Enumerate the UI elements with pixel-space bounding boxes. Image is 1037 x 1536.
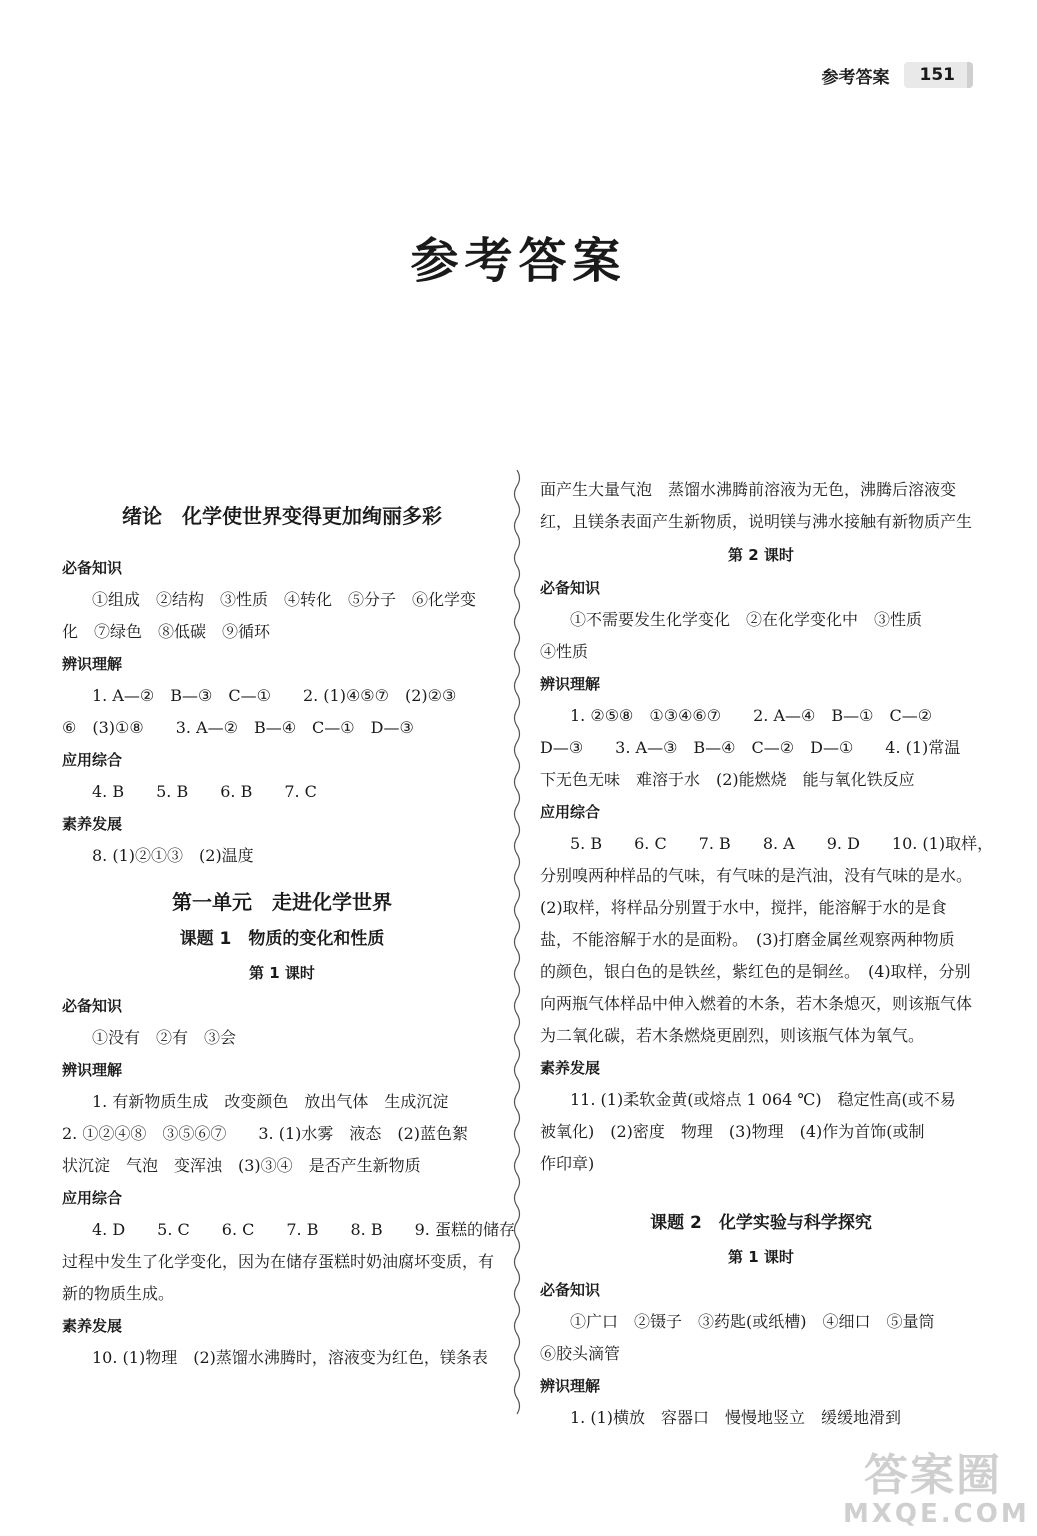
- answer-line: ①组成 ②结构 ③性质 ④转化 ⑤分子 ⑥化学变: [92, 590, 477, 609]
- right-column: [540, 474, 994, 1434]
- watermark: [843, 1450, 1030, 1530]
- answer-line: 1. A—② B—③ C—① 2. (1)④⑤⑦ (2)②③: [92, 686, 457, 705]
- running-head: 参考答案: [821, 67, 890, 88]
- section-label: 素养发展: [62, 1317, 123, 1335]
- page-title: 参考答案: [410, 233, 627, 289]
- answer-line: 过程中发生了化学变化，因为在储存蛋糕时奶油腐坏变质，有: [62, 1252, 495, 1271]
- answer-line: 下无色无味 难溶于水 (2)能燃烧 能与氧化铁反应: [540, 770, 915, 789]
- answer-line: 化 ⑦绿色 ⑧低碳 ⑨循环: [62, 622, 271, 641]
- page-header: [822, 62, 974, 88]
- lesson-heading: 课题 1 物质的变化和性质: [179, 929, 385, 949]
- answer-line: 2. ①②④⑧ ③⑤⑥⑦ 3. (1)水雾 液态 (2)蓝色絮: [62, 1124, 469, 1143]
- answer-line: 面产生大量气泡 蒸馏水沸腾前溶液为无色，沸腾后溶液变: [540, 480, 957, 499]
- answer-line: ①广口 ②镊子 ③药匙(或纸槽) ④细口 ⑤量筒: [570, 1312, 935, 1331]
- section-label: 辨识理解: [62, 655, 123, 673]
- answer-line: 4. B 5. B 6. B 7. C: [92, 782, 317, 801]
- period-heading: 第 2 课时: [728, 546, 794, 564]
- answer-line: 1. 有新物质生成 改变颜色 放出气体 生成沉淀: [92, 1092, 449, 1111]
- answer-line: 11. (1)柔软金黄(或熔点 1 064 ℃) 稳定性高(或不易: [570, 1090, 956, 1109]
- answer-line: 的颜色，银白色的是铁丝，紫红色的是铜丝。 (4)取样，分别: [540, 962, 971, 981]
- answer-line: (2)取样，将样品分别置于水中，搅拌，能溶解于水的是食: [540, 898, 947, 917]
- answer-line: ①没有 ②有 ③会: [92, 1028, 237, 1047]
- watermark-logo: 答案圈: [864, 1450, 1002, 1501]
- unit-heading: 第一单元 走进化学世界: [172, 890, 392, 914]
- answer-line: ①不需要发生化学变化 ②在化学变化中 ③性质: [570, 610, 923, 629]
- watermark-url: MXQE.COM: [843, 1499, 1030, 1529]
- answer-line: 1. (1)横放 容器口 慢慢地竖立 缓缓地滑到: [570, 1408, 902, 1427]
- answer-line: 向两瓶气体样品中伸入燃着的木条，若木条熄灭，则该瓶气体: [540, 994, 973, 1013]
- section-label: 必备知识: [540, 579, 601, 597]
- section-label: 必备知识: [62, 997, 123, 1015]
- answer-line: ⑥胶头滴管: [540, 1344, 621, 1363]
- section-label: 素养发展: [62, 815, 123, 833]
- section-label: 应用综合: [62, 751, 123, 769]
- answer-line: 4. D 5. C 6. C 7. B 8. B 9. 蛋糕的储存: [92, 1220, 515, 1239]
- answer-line: ④性质: [540, 642, 589, 661]
- answer-line: 10. (1)物理 (2)蒸馏水沸腾时，溶液变为红色，镁条表: [92, 1348, 488, 1367]
- answer-line: 5. B 6. C 7. B 8. A 9. D 10. (1)取样，: [570, 834, 994, 853]
- answer-line: 8. (1)②①③ (2)温度: [92, 846, 254, 865]
- answer-line: 分别嗅两种样品的气味，有气味的是汽油，没有气味的是水。: [540, 866, 973, 885]
- section-label: 素养发展: [540, 1059, 601, 1077]
- section-label: 应用综合: [540, 803, 601, 821]
- section-label: 应用综合: [62, 1189, 123, 1207]
- answer-line: ⑥ (3)①⑧ 3. A—② B—④ C—① D—③: [62, 718, 414, 737]
- answer-line: 红，且镁条表面产生新物质，说明镁与沸水接触有新物质产生: [540, 512, 973, 531]
- answer-line: 状沉淀 气泡 变浑浊 (3)③④ 是否产生新物质: [62, 1156, 421, 1175]
- period-heading: 第 1 课时: [249, 964, 315, 982]
- period-heading: 第 1 课时: [728, 1248, 794, 1266]
- intro-heading: 绪论 化学使世界变得更加绚丽多彩: [122, 504, 442, 528]
- answer-line: 作印章): [540, 1154, 595, 1173]
- left-column: [62, 474, 515, 1374]
- answer-line: D—③ 3. A—③ B—④ C—② D—① 4. (1)常温: [540, 738, 961, 757]
- answer-line: 盐，不能溶解于水的是面粉。 (3)打磨金属丝观察两种物质: [540, 930, 955, 949]
- section-label: 必备知识: [62, 559, 123, 577]
- answer-line: 被氧化) (2)密度 物理 (3)物理 (4)作为首饰(或制: [540, 1122, 925, 1141]
- lesson-heading: 课题 2 化学实验与科学探究: [650, 1213, 872, 1233]
- answer-line: 为二氧化碳，若木条燃烧更剧烈，则该瓶气体为氧气。: [540, 1026, 925, 1045]
- section-label: 必备知识: [540, 1281, 601, 1299]
- answer-line: 新的物质生成。: [62, 1284, 175, 1303]
- column-divider: [510, 470, 524, 1420]
- section-label: 辨识理解: [540, 675, 601, 693]
- answer-line: 1. ②⑤⑧ ①③④⑥⑦ 2. A—④ B—① C—②: [570, 706, 933, 725]
- section-label: 辨识理解: [62, 1061, 123, 1079]
- page-number: 151: [904, 62, 974, 88]
- section-label: 辨识理解: [540, 1377, 601, 1395]
